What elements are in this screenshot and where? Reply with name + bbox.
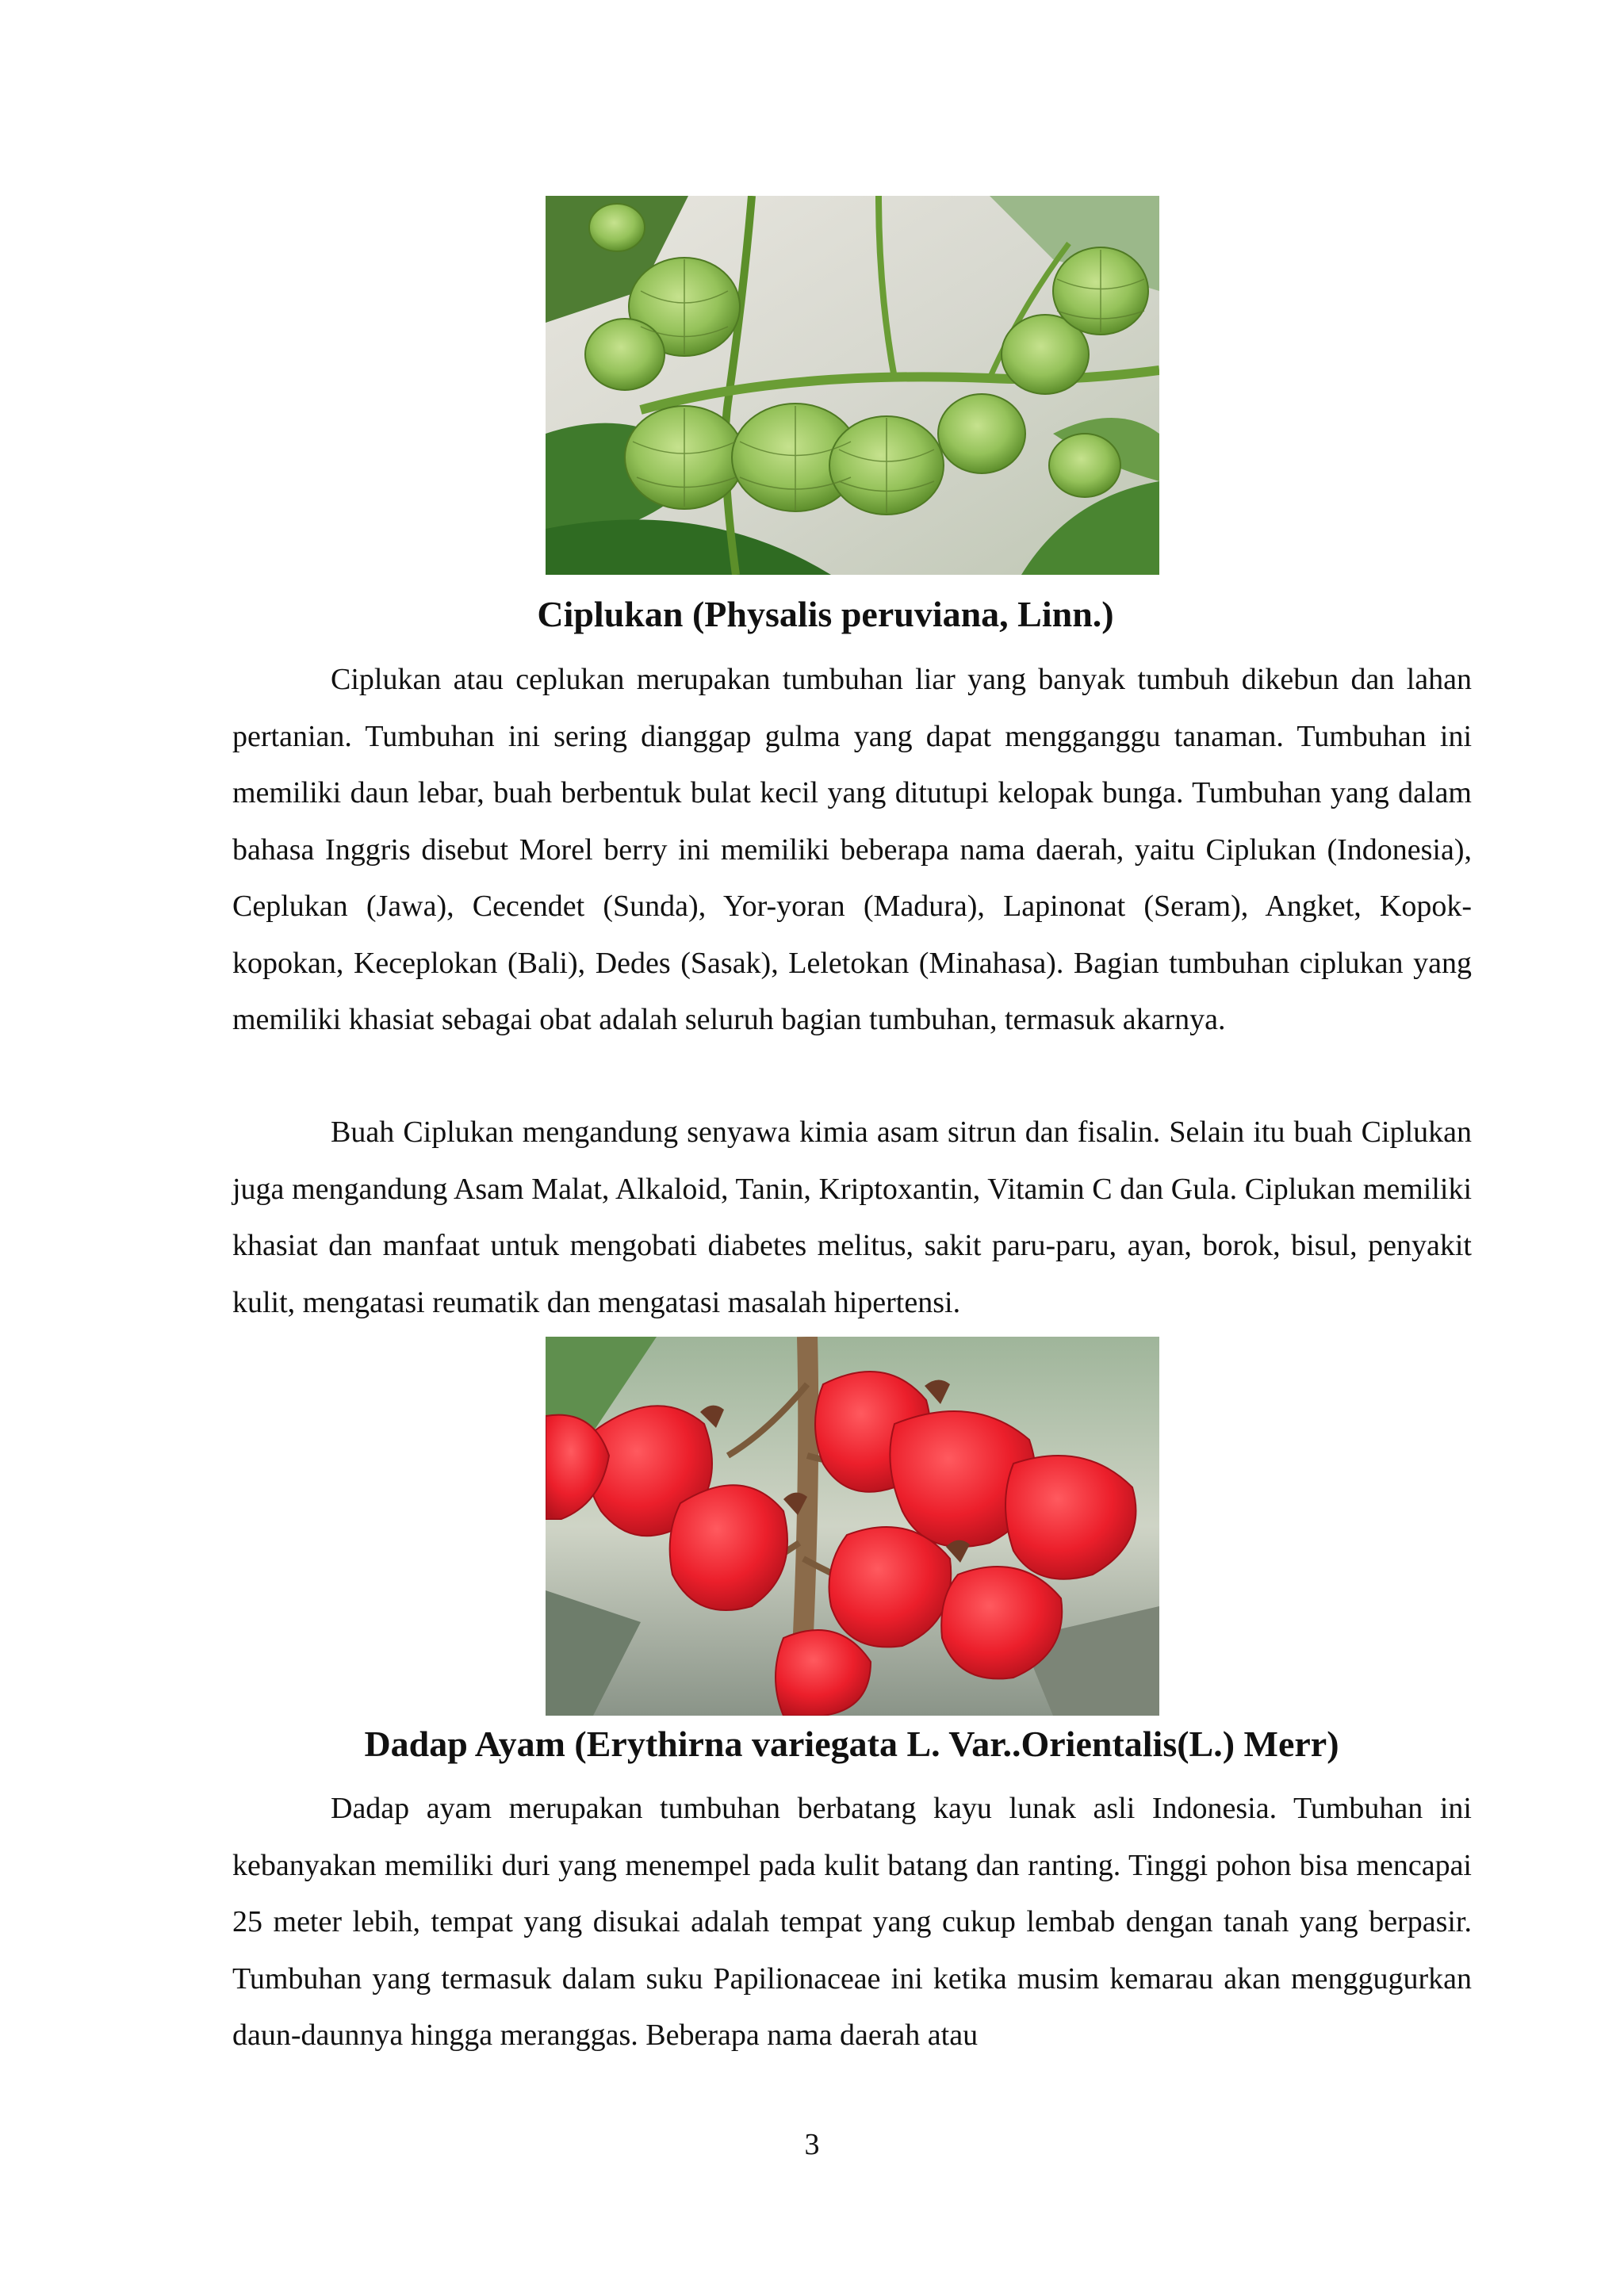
ciplukan-plant-illustration bbox=[546, 196, 1159, 575]
dadap-ayam-photo bbox=[546, 1337, 1159, 1716]
page-number: 3 bbox=[804, 2128, 820, 2161]
dadap-ayam-flower-illustration bbox=[546, 1337, 1159, 1716]
ciplukan-paragraph-1: Ciplukan atau ceplukan merupakan tumbuhan liar yang banyak tumbuh dikebun dan lahan pertanian. Tumbuhan ini sering dianggap gulma yang dapat mengganggu tanaman. Tumbuhan ini memiliki daun lebar, buah berbentuk bulat kecil yang ditutupi kelopak bunga. Tumbuhan yang dalam bahasa Inggris disebut Morel berry ini memiliki beberapa nama daerah, yaitu Ciplukan (Indonesia), Ceplukan (Jawa), Cecendet (Sunda), Yor-yoran (Madura), Lapinonat (Seram), Angket, Kopok-kopokan, Keceplokan (Bali), Dedes (Sasak), Leletokan (Minahasa). Bagian tumbuhan ciplukan yang memiliki khasiat sebagai obat adalah seluruh bagian tumbuhan, termasuk akarnya. bbox=[232, 663, 1472, 1036]
ciplukan-photo bbox=[546, 196, 1159, 575]
dadap-ayam-paragraph-1: Dadap ayam merupakan tumbuhan berbatang kayu lunak asli Indonesia. Tumbuhan ini kebanyakan memiliki duri yang menempel pada kulit batang dan ranting. Tinggi pohon bisa mencapai 25 meter lebih, tempat yang disukai adalah tempat yang cukup lembab dengan tanah yang berpasir. Tumbuhan yang termasuk dalam suku Papilionaceae ini ketika musim kemarau akan menggugurkan daun-daunnya hingga meranggas. Beberapa nama daerah atau bbox=[232, 1792, 1472, 2052]
ciplukan-paragraph-2: Buah Ciplukan mengandung senyawa kimia asam sitrun dan fisalin. Selain itu buah Ciplukan juga mengandung Asam Malat, Alkaloid, Tanin, Kriptoxantin, Vitamin C dan Gula. Ciplukan memiliki khasiat dan manfaat untuk mengobati diabetes melitus, sakit paru-paru, ayan, borok, bisul, penyakit kulit, mengatasi reumatik dan mengatasi masalah hipertensi. bbox=[232, 1115, 1472, 1319]
dadap-ayam-title: Dadap Ayam (Erythirna variegata L. Var..Orientalis(L.) Merr) bbox=[364, 1724, 1339, 1764]
ciplukan-title: Ciplukan (Physalis peruviana, Linn.) bbox=[537, 594, 1114, 634]
